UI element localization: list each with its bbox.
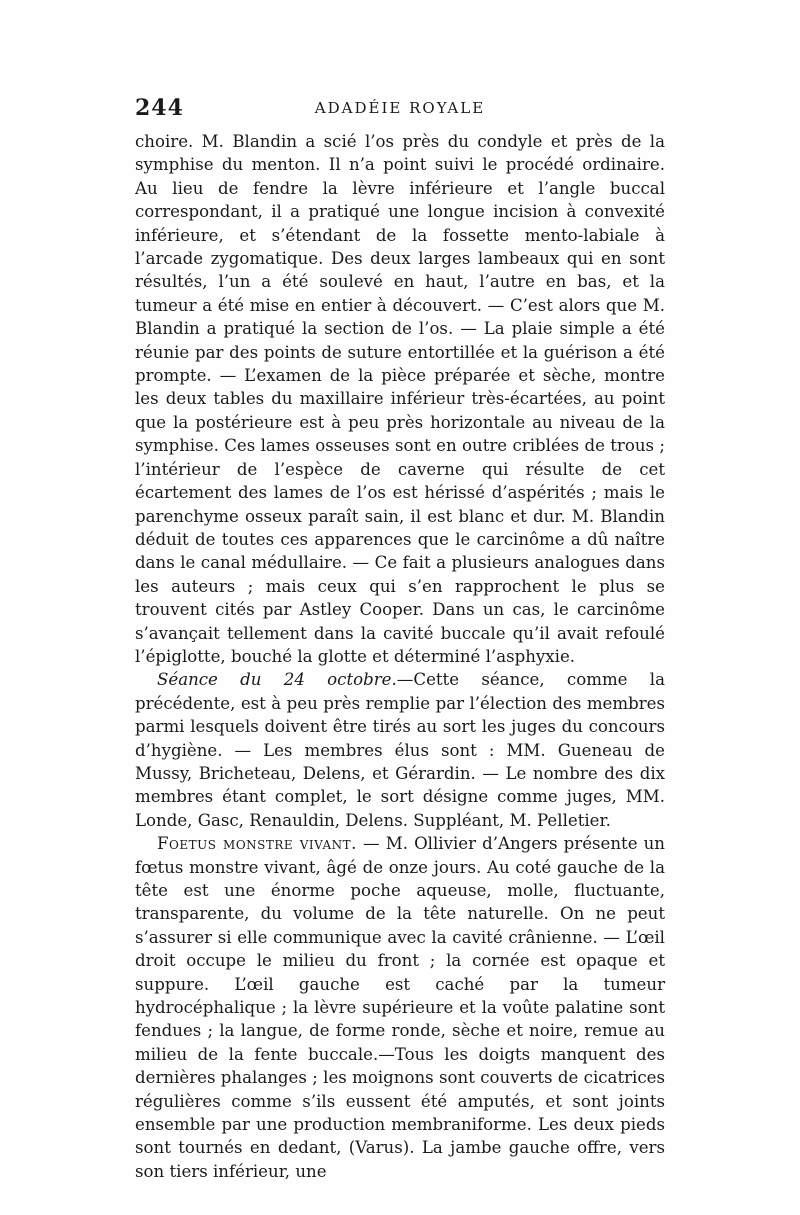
paragraph-1: choire. M. Blandin a scié l’os près du condyle et près de la symphise du menton. Il n’a point suivi le procédé ordinaire. Au lieu de fendre la lèvre inférieure et l’angle buccal correspondant, il a pratiqué une longue incision à convexité inférieure, et s’étendant de la fossette mento-labiale à l’arcade zygomatique. Des deux larges lambeaux qui en sont résultés, l’un a été soulevé en haut, l’autre en bas, et la tumeur a été mise en entier à découvert. — C’est alors que M. Blandin a pratiqué la section de l’os. — La plaie simple a été réunie par des points de suture entortillée et la guérison a été prompte. — L’examen de la pièce préparée et sèche, montre les deux tables du maxillaire inférieur très-écartées, au point que la postérieure est à peu près horizontale au niveau de la symphise. Ces lames osseuses sont en outre criblées de trous ; l’intérieur de l’espèce de caverne qui résulte de cet écartement des lames de l’os est hérissé d’aspérités ; mais le parenchyme osseux paraît sain, il est blanc et dur. M. Blandin déduit de toutes ces apparences que le carcinôme a dû naître dans le canal médullaire. — Ce fait a plusieurs analogues dans les auteurs ; mais ceux qui s’en rapprochent le plus se trouvent cités par Astley Cooper. Dans un cas, le carcinôme s’avançait tellement dans la cavité buccale qu’il avait refoulé l’épiglotte, bouché la glotte et déterminé l’asphyxie. xyxy=(135,132,665,666)
page-header xyxy=(135,95,665,125)
paragraph-2 xyxy=(135,668,665,832)
paragraph-2-text: —Cette séance, comme la précédente, est à peu près remplie par l’élection des membres parmi lesquels doivent être tirés au sort les juges du concours d’hygiène. — Les membres élus sont : MM. Gueneau de Mussy, Bricheteau, Delens, et Gérardin. — Le nombre des dix membres étant complet, le sort désigne comme juges, MM. Londe, Gasc, Renauldin, Delens. Suppléant, M. Pelletier. xyxy=(135,670,665,830)
page-number: 244 xyxy=(135,95,184,121)
section-lead-foetus: Foetus monstre vivant. xyxy=(157,834,357,854)
paragraph-3 xyxy=(135,832,665,1183)
body-text xyxy=(135,130,665,1183)
paragraph-3-text: — M. Ollivier d’Angers présente un fœtus monstre vivant, âgé de onze jours. Au coté gauche de la tête est une énorme poche aqueuse, molle, fluctuante, transparente, du volume de la tête naturelle. On ne peut s’assurer si elle communique avec la cavité crânienne. — L’œil droit occupe le milieu du front ; la cornée est opaque et suppure. L’œil gauche est caché par la tumeur hydrocéphalique ; la lèvre supérieure et la voûte palatine sont fendues ; la langue, de forme ronde, sèche et noire, remue au milieu de la fente buccale.—Tous les doigts manquent des dernières phalanges ; les moignons sont couverts de cicatrices régulières comme s’ils eussent été amputés, et sont joints ensemble par une production membraniforme. Les deux pieds sont tournés en dedant, (Varus). La jambe gauche offre, vers son tiers inférieur, une xyxy=(135,834,665,1181)
running-head: ADADÉIE ROYALE xyxy=(314,99,486,117)
section-lead-seance: Séance du 24 octobre. xyxy=(157,670,397,690)
